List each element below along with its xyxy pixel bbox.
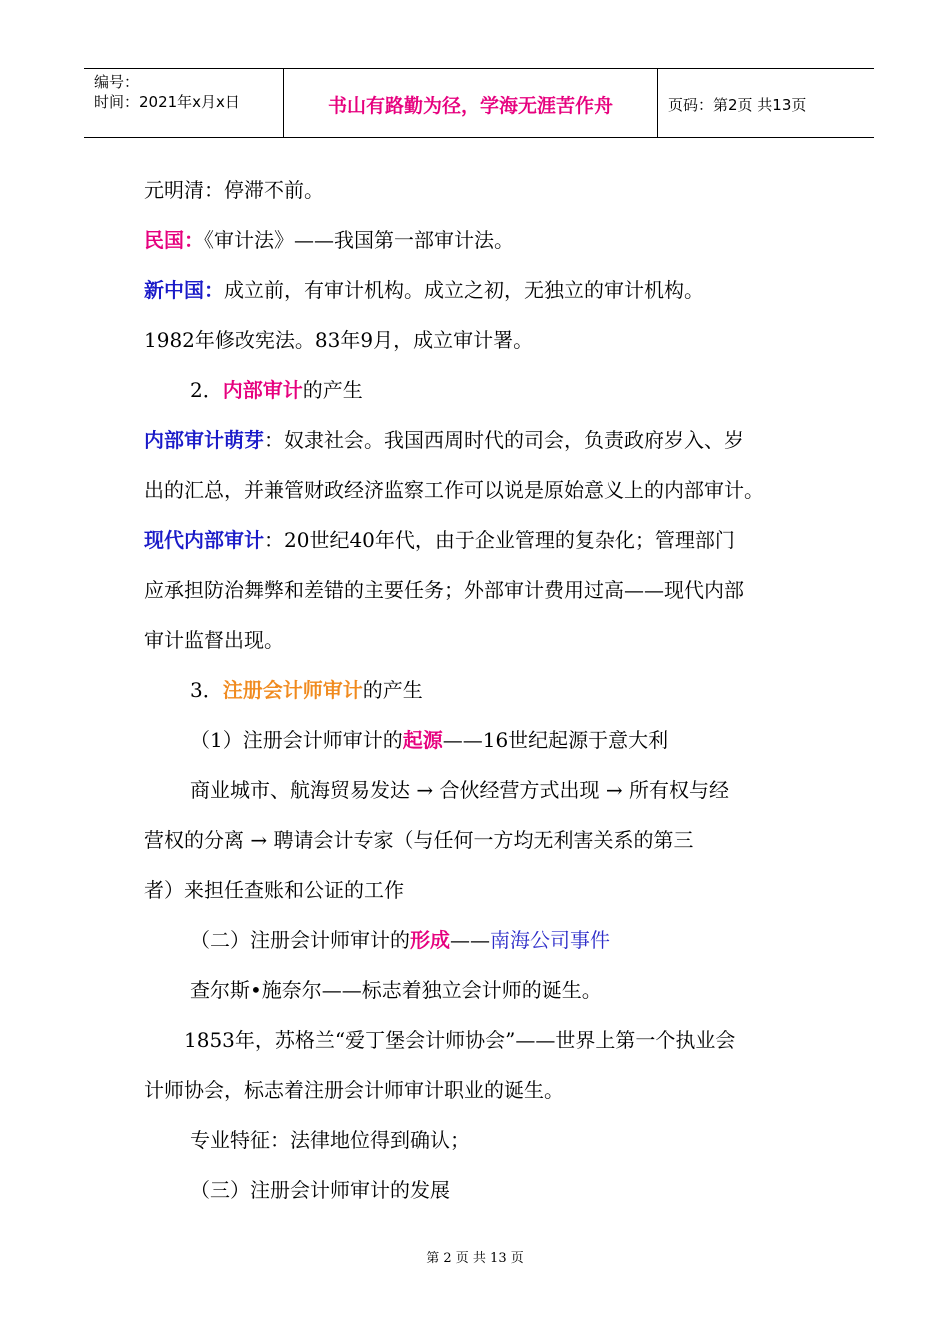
- line-text: ：奴隶社会。我国西周时代的司会，负责政府岁入、岁: [264, 428, 744, 452]
- line-label: 现代内部审计: [144, 528, 264, 552]
- section-heading: [190, 376, 363, 404]
- header-motto-cell: [284, 69, 658, 137]
- line-prefix: （1）注册会计师审计的: [190, 728, 403, 752]
- line-prefix: （二）注册会计师审计的: [190, 928, 410, 952]
- line-text: 1982年修改宪法。83年9月，成立审计署。: [144, 328, 534, 352]
- footer-page-number: 第 2 页 共 13 页: [426, 1251, 524, 1266]
- line-label: 内部审计: [222, 378, 303, 402]
- line-text: 查尔斯•施奈尔——标志着独立会计师的诞生。: [190, 978, 602, 1002]
- line-label: 注册会计师审计: [222, 678, 363, 702]
- text-line: [144, 426, 744, 454]
- line-prefix: 3．: [190, 678, 223, 702]
- line-text: 成立前，有审计机构。成立之初，无独立的审计机构。: [224, 278, 704, 302]
- text-line: [144, 876, 404, 904]
- line-text: ：20世纪40年代，由于企业管理的复杂化；管理部门: [264, 528, 735, 552]
- line-text: 应承担防治舞弊和差错的主要任务；外部审计费用过高——现代内部: [144, 578, 744, 602]
- line-label: 起源: [402, 728, 443, 752]
- line-text: 营权的分离 → 聘请会计专家（与任何一方均无利害关系的第三: [144, 828, 694, 852]
- line-text: 专业特征：法律地位得到确认；: [190, 1128, 470, 1152]
- text-line: [144, 476, 764, 504]
- section-heading: [190, 676, 423, 704]
- line-text: 者）来担任查账和公证的工作: [144, 878, 404, 902]
- line-text: 南海公司事件: [490, 928, 610, 952]
- text-line: [144, 1076, 564, 1104]
- text-line: [144, 526, 735, 554]
- text-line: [144, 826, 693, 854]
- page-header: [84, 68, 874, 138]
- line-text: 元明清：停滞不前。: [144, 178, 324, 202]
- header-meta-cell: [84, 69, 284, 137]
- line-dash: ——: [450, 928, 490, 952]
- subsection-heading: [190, 926, 610, 954]
- text-line: [144, 326, 533, 354]
- text-line: [190, 776, 729, 804]
- time-label: 时间：2021年x月x日: [94, 93, 240, 111]
- line-text: 审计监督出现。: [144, 628, 284, 652]
- line-text: 出的汇总，并兼管财政经济监察工作可以说是原始意义上的内部审计。: [144, 478, 764, 502]
- text-line: [144, 576, 744, 604]
- number-label: 编号：: [94, 73, 140, 91]
- text-line: [184, 1026, 735, 1054]
- motto-text: 书山有路勤为径，学海无涯苦作舟: [327, 95, 613, 117]
- text-line: [144, 226, 514, 254]
- line-label: 新中国：: [144, 278, 224, 302]
- header-page-cell: [658, 69, 874, 137]
- line-text: 的产生: [362, 678, 423, 702]
- subsection-heading: [190, 726, 668, 754]
- line-prefix: 2．: [190, 378, 223, 402]
- line-text: 的产生: [302, 378, 363, 402]
- text-line: [190, 976, 602, 1004]
- line-text: （三）注册会计师审计的发展: [190, 1178, 450, 1202]
- line-text: 《审计法》——我国第一部审计法。: [204, 228, 514, 252]
- page-number-label: 页码：第2页 共13页: [668, 96, 807, 114]
- line-text: 商业城市、航海贸易发达 → 合伙经营方式出现 → 所有权与经: [190, 778, 729, 802]
- text-line: [190, 1126, 470, 1154]
- text-line: [144, 176, 324, 204]
- subsection-heading: [190, 1176, 450, 1204]
- text-line: [144, 626, 284, 654]
- line-label: 形成: [410, 928, 450, 952]
- line-label: 民国：: [144, 228, 204, 252]
- line-text: ——16世纪起源于意大利: [442, 728, 669, 752]
- page-footer: [0, 1247, 950, 1266]
- line-text: 1853年，苏格兰“爱丁堡会计师协会”——世界上第一个执业会: [184, 1028, 736, 1052]
- text-line: [144, 276, 704, 304]
- line-text: 计师协会，标志着注册会计师审计职业的诞生。: [144, 1078, 564, 1102]
- line-label: 内部审计萌芽: [144, 428, 264, 452]
